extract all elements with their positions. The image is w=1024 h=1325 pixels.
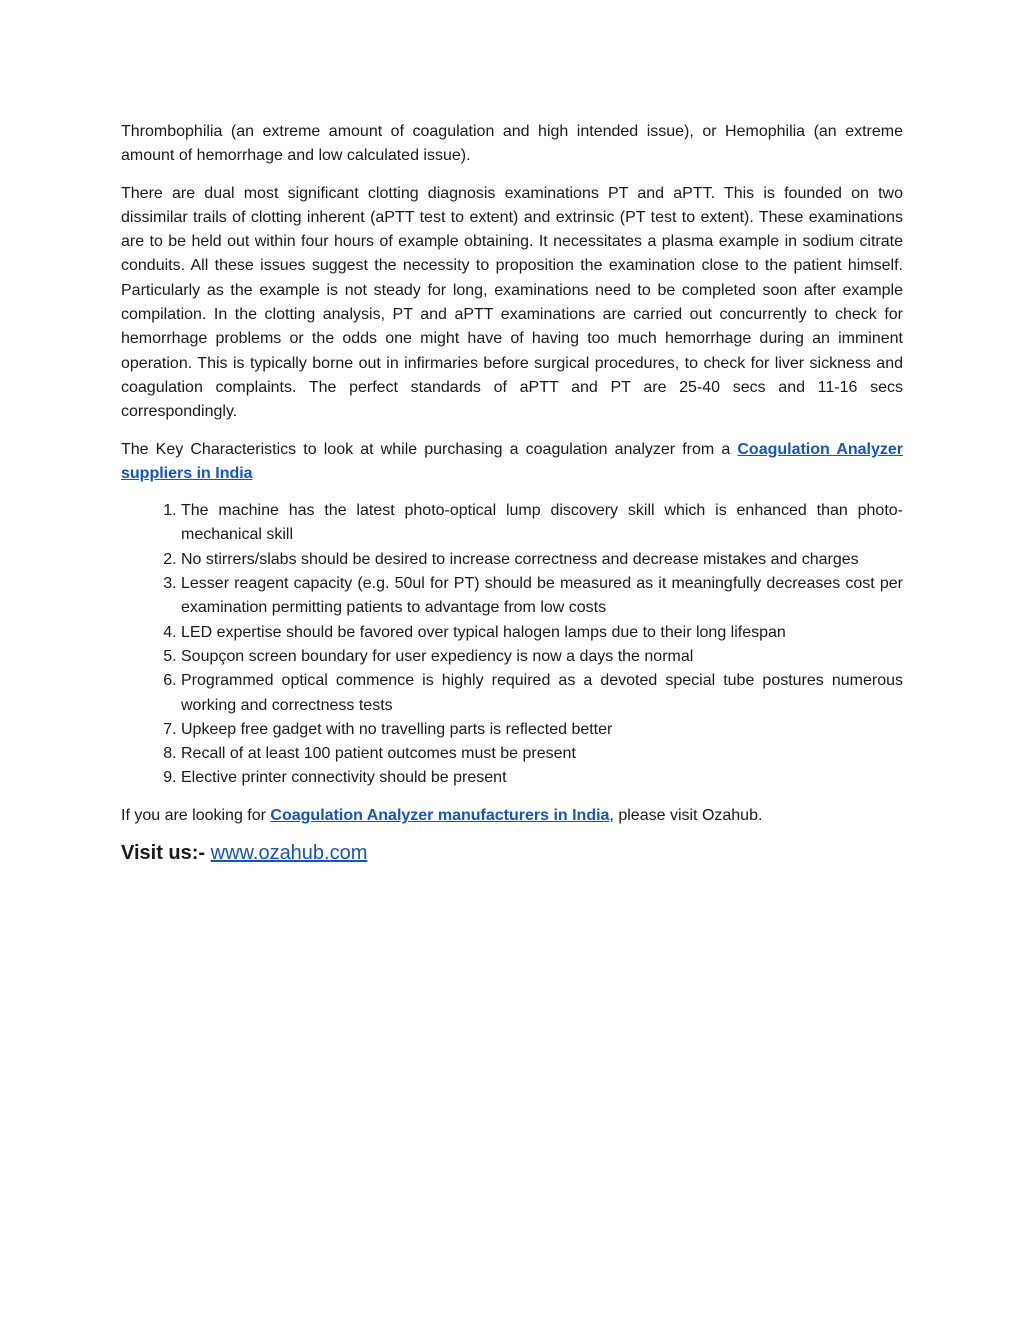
list-item: 2. No stirrers/slabs should be desired to increase correctness and decrease mistakes and charges bbox=[181, 548, 903, 572]
list-item: 3. Lesser reagent capacity (e.g. 50ul for PT) should be measured as it meaningfully decreases cost per examination permitting patients to advantage from low costs bbox=[181, 572, 903, 621]
website-link[interactable]: www.ozahub.com bbox=[210, 842, 368, 865]
closing-suffix: , please visit Ozahub. bbox=[609, 806, 763, 824]
list-item: 4. LED expertise should be favored over typical halogen lamps due to their long lifespan bbox=[181, 621, 903, 645]
list-item: 7. Upkeep free gadget with no travelling parts is reflected better bbox=[181, 718, 903, 742]
list-item: 1. The machine has the latest photo-optical lump discovery skill which is enhanced than photo-mechanical skill bbox=[181, 499, 903, 548]
key-characteristics-text: The Key Characteristics to look at while purchasing a coagulation analyzer from a bbox=[121, 440, 738, 458]
document-page bbox=[121, 120, 903, 865]
paragraph-thrombophilia: Thrombophilia (an extreme amount of coagulation and high intended issue), or Hemophilia (an extreme amount of hemorrhage and low calculated issue). bbox=[121, 123, 903, 165]
list-item: 8. Recall of at least 100 patient outcomes must be present bbox=[181, 742, 903, 766]
list-item: 9. Elective printer connectivity should be present bbox=[181, 766, 903, 790]
list-item: 5. Soupçon screen boundary for user expediency is now a days the normal bbox=[181, 645, 903, 669]
list-item: 6. Programmed optical commence is highly required as a devoted special tube postures numerous working and correctness tests bbox=[181, 669, 903, 718]
characteristics-list bbox=[121, 499, 903, 791]
paragraph-clotting-diagnosis: There are dual most significant clotting diagnosis examinations PT and aPTT. This is founded on two dissimilar trails of clotting inherent (aPTT test to extent) and extrinsic (PT test to extent). These examinations are to be held out within four hours of example obtaining. It necessitates a plasma example in sodium citrate conduits. All these issues suggest the necessity to proposition the examination close to the patient himself. Particularly as the example is not steady for long, examinations need to be completed soon after example compilation. In the clotting analysis, PT and aPTT examinations are carried out concurrently to check for hemorrhage problems or the odds one might have of having too much hemorrhage during an imminent operation. This is typically borne out in infirmaries before surgical procedures, to check for liver sickness and coagulation complaints. The perfect standards of aPTT and PT are 25-40 secs and 11-16 secs correspondingly. bbox=[121, 184, 903, 421]
visit-us-line bbox=[121, 841, 903, 865]
paragraph-closing bbox=[121, 804, 903, 828]
suppliers-link[interactable]: Coagulation Analyzer suppliers in India bbox=[121, 440, 904, 482]
paragraph-key-characteristics bbox=[121, 438, 903, 487]
closing-prefix: If you are looking for bbox=[121, 806, 271, 824]
visit-label: Visit us:- bbox=[121, 842, 211, 865]
manufacturers-link[interactable]: Coagulation Analyzer manufacturers in India bbox=[270, 806, 610, 824]
